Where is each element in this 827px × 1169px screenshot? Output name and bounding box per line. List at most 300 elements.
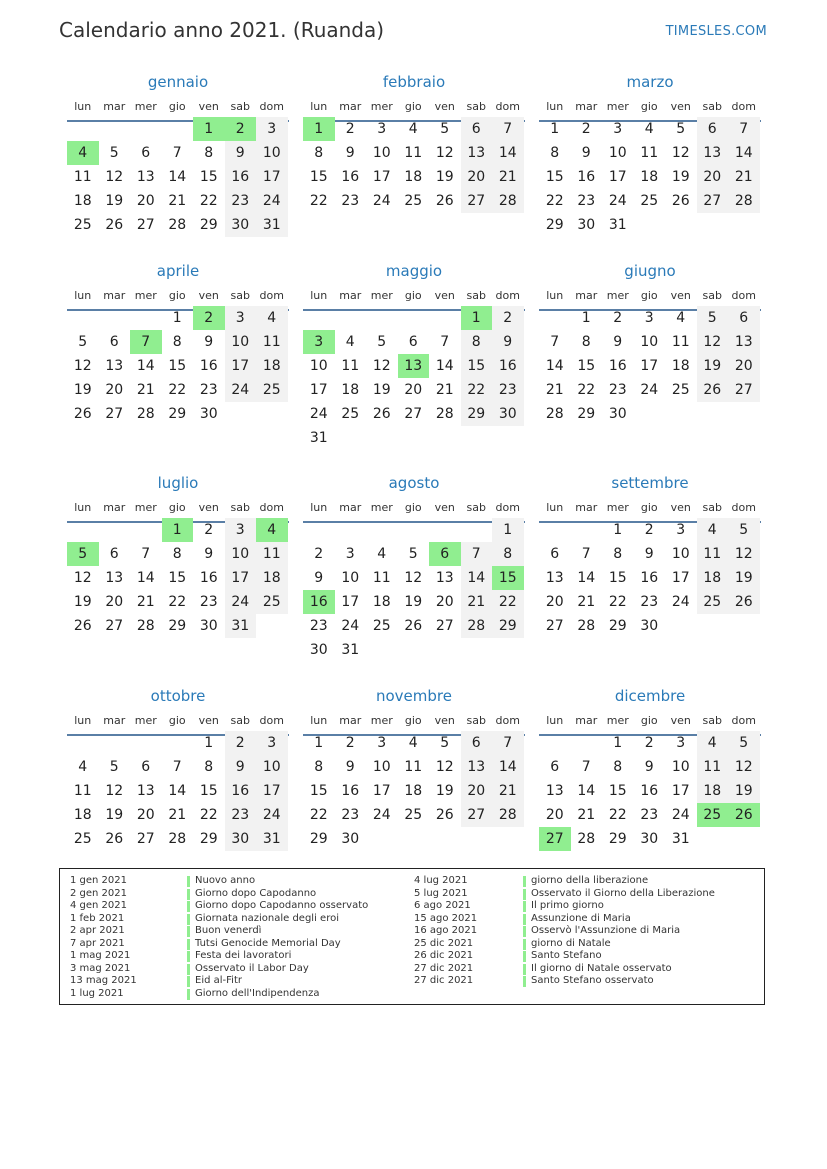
day-cell: 25 bbox=[73, 217, 92, 233]
weekday-label: lun bbox=[310, 714, 328, 727]
day-cell: 28 bbox=[435, 406, 454, 422]
day-cell: 15 bbox=[608, 783, 627, 799]
month-luglio bbox=[67, 474, 289, 674]
day-cell: 5 bbox=[377, 334, 387, 350]
day-cell: 22 bbox=[492, 590, 524, 614]
day-cell: 14 bbox=[545, 358, 564, 374]
day-cell: 9 bbox=[314, 570, 324, 586]
day-cell: 13 bbox=[105, 570, 124, 586]
holiday-day-cell: 16 bbox=[303, 590, 335, 614]
day-cell: 30 bbox=[640, 831, 659, 847]
day-cell: 9 bbox=[644, 546, 654, 562]
day-cell: 2 bbox=[492, 306, 524, 330]
day-cell: 5 bbox=[440, 735, 450, 751]
month-name: luglio bbox=[157, 474, 199, 492]
legend-date: 15 ago 2021 bbox=[414, 912, 478, 924]
holiday-day-cell: 26 bbox=[728, 803, 760, 827]
day-cell: 19 bbox=[728, 779, 760, 803]
holiday-day-cell: 1 bbox=[303, 117, 335, 141]
legend-holiday-name: Giornata nazionale degli eroi bbox=[195, 912, 339, 924]
weekday-label: mer bbox=[370, 100, 393, 113]
month-name: febbraio bbox=[382, 73, 446, 91]
holiday-marker bbox=[187, 901, 190, 912]
day-cell: 4 bbox=[676, 310, 686, 326]
day-cell: 29 bbox=[309, 831, 328, 847]
day-cell: 10 bbox=[372, 145, 391, 161]
day-cell: 10 bbox=[341, 570, 360, 586]
day-cell: 12 bbox=[73, 358, 92, 374]
holiday-day-cell: 3 bbox=[303, 330, 335, 354]
day-cell: 24 bbox=[671, 807, 690, 823]
day-cell: 7 bbox=[141, 546, 151, 562]
day-cell: 10 bbox=[608, 145, 627, 161]
day-cell: 3 bbox=[225, 306, 257, 330]
weekday-label: sab bbox=[466, 100, 486, 113]
day-cell: 22 bbox=[545, 193, 564, 209]
legend-date: 13 mag 2021 bbox=[70, 975, 137, 986]
day-cell: 10 bbox=[671, 546, 690, 562]
month-febbraio bbox=[303, 73, 525, 273]
day-cell: 2 bbox=[613, 310, 623, 326]
day-cell: 15 bbox=[608, 570, 627, 586]
weekday-label: ven bbox=[670, 289, 691, 302]
day-cell: 16 bbox=[199, 570, 218, 586]
holiday-legend bbox=[59, 868, 765, 1005]
weekday-label: sab bbox=[702, 289, 722, 302]
day-cell: 20 bbox=[461, 165, 493, 189]
day-cell: 11 bbox=[404, 145, 423, 161]
day-cell: 26 bbox=[73, 406, 92, 422]
day-cell: 22 bbox=[199, 193, 218, 209]
weekday-label: mar bbox=[575, 289, 598, 302]
day-cell: 14 bbox=[492, 755, 524, 779]
day-cell: 17 bbox=[372, 783, 391, 799]
day-cell: 12 bbox=[73, 570, 92, 586]
day-cell: 30 bbox=[225, 213, 257, 237]
day-cell: 17 bbox=[608, 169, 627, 185]
day-cell: 1 bbox=[581, 310, 591, 326]
day-cell: 18 bbox=[73, 193, 92, 209]
day-cell: 7 bbox=[550, 334, 560, 350]
month-maggio bbox=[303, 262, 525, 462]
day-cell: 21 bbox=[492, 779, 524, 803]
day-cell: 25 bbox=[640, 193, 659, 209]
day-cell: 4 bbox=[697, 518, 729, 542]
day-cell: 25 bbox=[73, 831, 92, 847]
legend-date: 25 dic 2021 bbox=[414, 937, 474, 949]
day-cell: 3 bbox=[256, 117, 288, 141]
day-cell: 2 bbox=[345, 121, 355, 137]
day-cell: 8 bbox=[581, 334, 591, 350]
day-cell: 13 bbox=[105, 358, 124, 374]
weekday-label: mar bbox=[103, 289, 126, 302]
weekday-label: gio bbox=[640, 100, 658, 113]
day-cell: 14 bbox=[136, 570, 155, 586]
day-cell: 11 bbox=[73, 169, 92, 185]
holiday-marker bbox=[187, 889, 190, 900]
day-cell: 16 bbox=[640, 783, 659, 799]
day-cell: 19 bbox=[372, 382, 391, 398]
day-cell: 7 bbox=[581, 759, 591, 775]
weekday-label: sab bbox=[466, 501, 486, 514]
weekday-label: gio bbox=[168, 100, 186, 113]
day-cell: 21 bbox=[461, 590, 493, 614]
day-cell: 20 bbox=[461, 779, 493, 803]
weekday-label: mar bbox=[103, 100, 126, 113]
day-cell: 14 bbox=[577, 783, 596, 799]
day-cell: 20 bbox=[136, 193, 155, 209]
day-cell: 9 bbox=[345, 145, 355, 161]
day-cell: 31 bbox=[225, 614, 257, 638]
legend-holiday-name: Eid al-Fitr bbox=[195, 975, 242, 986]
day-cell: 21 bbox=[728, 165, 760, 189]
day-cell: 16 bbox=[225, 165, 257, 189]
day-cell: 17 bbox=[256, 779, 288, 803]
weekday-label: dom bbox=[259, 289, 284, 302]
day-cell: 5 bbox=[697, 306, 729, 330]
day-cell: 27 bbox=[728, 378, 760, 402]
day-cell: 31 bbox=[608, 217, 627, 233]
day-cell: 28 bbox=[492, 189, 524, 213]
day-cell: 17 bbox=[225, 354, 257, 378]
weekday-label: gio bbox=[404, 289, 422, 302]
day-cell: 14 bbox=[435, 358, 454, 374]
day-cell: 16 bbox=[341, 783, 360, 799]
day-cell: 21 bbox=[168, 807, 187, 823]
day-cell: 13 bbox=[461, 755, 493, 779]
legend-date: 3 mag 2021 bbox=[70, 962, 131, 974]
weekday-label: mar bbox=[339, 714, 362, 727]
day-cell: 6 bbox=[109, 546, 119, 562]
legend-holiday-name: giorno di Natale bbox=[531, 937, 611, 949]
day-cell: 13 bbox=[435, 570, 454, 586]
legend-holiday-name: Osservò l'Assunzione di Maria bbox=[531, 925, 681, 936]
legend-holiday-name: Giorno dopo Capodanno bbox=[195, 887, 317, 899]
day-cell: 24 bbox=[608, 193, 627, 209]
day-cell: 14 bbox=[168, 169, 187, 185]
day-cell: 2 bbox=[644, 522, 654, 538]
day-cell: 12 bbox=[105, 783, 124, 799]
legend-date: 1 gen 2021 bbox=[70, 875, 128, 886]
day-cell: 9 bbox=[225, 755, 257, 779]
day-cell: 6 bbox=[109, 334, 119, 350]
day-cell: 8 bbox=[172, 334, 182, 350]
day-cell: 20 bbox=[435, 594, 454, 610]
day-cell: 29 bbox=[168, 618, 187, 634]
weekday-label: lun bbox=[546, 501, 564, 514]
day-cell: 3 bbox=[345, 546, 355, 562]
day-cell: 23 bbox=[640, 807, 659, 823]
brand-link[interactable]: TIMESLES.COM bbox=[665, 24, 767, 39]
legend-date: 7 apr 2021 bbox=[70, 937, 125, 949]
day-cell: 22 bbox=[608, 594, 627, 610]
weekday-label: lun bbox=[546, 100, 564, 113]
month-name: ottobre bbox=[150, 687, 206, 705]
day-cell: 30 bbox=[492, 402, 524, 426]
day-cell: 7 bbox=[728, 117, 760, 141]
day-cell: 28 bbox=[168, 831, 187, 847]
day-cell: 18 bbox=[256, 566, 288, 590]
day-cell: 24 bbox=[372, 193, 391, 209]
weekday-label: dom bbox=[259, 100, 284, 113]
legend-date: 6 ago 2021 bbox=[414, 900, 471, 911]
weekday-label: lun bbox=[546, 714, 564, 727]
day-cell: 8 bbox=[204, 759, 214, 775]
day-cell: 16 bbox=[492, 354, 524, 378]
day-cell: 15 bbox=[168, 570, 187, 586]
day-cell: 20 bbox=[136, 807, 155, 823]
day-cell: 8 bbox=[314, 145, 324, 161]
day-cell: 11 bbox=[671, 334, 690, 350]
day-cell: 22 bbox=[309, 193, 328, 209]
weekday-label: gio bbox=[168, 289, 186, 302]
day-cell: 5 bbox=[408, 546, 418, 562]
weekday-label: mar bbox=[575, 714, 598, 727]
day-cell: 10 bbox=[225, 542, 257, 566]
legend-date: 2 apr 2021 bbox=[70, 925, 125, 936]
weekday-label: gio bbox=[640, 714, 658, 727]
day-cell: 28 bbox=[492, 803, 524, 827]
day-cell: 17 bbox=[225, 566, 257, 590]
day-cell: 19 bbox=[671, 169, 690, 185]
day-cell: 24 bbox=[225, 590, 257, 614]
day-cell: 8 bbox=[492, 542, 524, 566]
day-cell: 8 bbox=[172, 546, 182, 562]
day-cell: 14 bbox=[492, 141, 524, 165]
legend-holiday-name: Osservato il Labor Day bbox=[195, 962, 309, 974]
day-cell: 24 bbox=[341, 618, 360, 634]
day-cell: 10 bbox=[640, 334, 659, 350]
day-cell: 16 bbox=[199, 358, 218, 374]
day-cell: 6 bbox=[697, 117, 729, 141]
day-cell: 18 bbox=[372, 594, 391, 610]
day-cell: 26 bbox=[435, 193, 454, 209]
weekday-label: mer bbox=[606, 714, 629, 727]
month-name: giugno bbox=[624, 262, 676, 280]
day-cell: 30 bbox=[640, 618, 659, 634]
day-cell: 3 bbox=[613, 121, 623, 137]
day-cell: 4 bbox=[408, 735, 418, 751]
weekday-label: mar bbox=[575, 501, 598, 514]
day-cell: 26 bbox=[404, 618, 423, 634]
day-cell: 3 bbox=[377, 735, 387, 751]
day-cell: 20 bbox=[545, 594, 564, 610]
month-settembre bbox=[539, 474, 761, 674]
day-cell: 15 bbox=[309, 783, 328, 799]
month-name: aprile bbox=[156, 262, 200, 280]
day-cell: 19 bbox=[697, 354, 729, 378]
day-cell: 15 bbox=[545, 169, 564, 185]
day-cell: 31 bbox=[256, 213, 288, 237]
day-cell: 1 bbox=[550, 121, 560, 137]
day-cell: 17 bbox=[372, 169, 391, 185]
day-cell: 28 bbox=[136, 406, 155, 422]
day-cell: 11 bbox=[256, 542, 288, 566]
day-cell: 12 bbox=[435, 759, 454, 775]
holiday-marker bbox=[523, 926, 526, 937]
holiday-day-cell: 1 bbox=[193, 117, 225, 141]
day-cell: 26 bbox=[671, 193, 690, 209]
holiday-marker bbox=[523, 889, 526, 900]
day-cell: 15 bbox=[461, 354, 493, 378]
day-cell: 25 bbox=[341, 406, 360, 422]
day-cell: 3 bbox=[256, 731, 288, 755]
day-cell: 4 bbox=[697, 731, 729, 755]
day-cell: 5 bbox=[728, 731, 760, 755]
weekday-label: gio bbox=[404, 714, 422, 727]
day-cell: 20 bbox=[404, 382, 423, 398]
weekday-label: mer bbox=[606, 501, 629, 514]
day-cell: 11 bbox=[697, 542, 729, 566]
day-cell: 22 bbox=[199, 807, 218, 823]
legend-date: 5 lug 2021 bbox=[414, 887, 468, 899]
day-cell: 12 bbox=[697, 330, 729, 354]
day-cell: 21 bbox=[577, 594, 596, 610]
day-cell: 5 bbox=[676, 121, 686, 137]
weekday-label: lun bbox=[310, 501, 328, 514]
day-cell: 27 bbox=[545, 618, 564, 634]
holiday-marker bbox=[187, 989, 190, 1000]
day-cell: 23 bbox=[492, 378, 524, 402]
weekday-label: mar bbox=[103, 714, 126, 727]
day-cell: 14 bbox=[168, 783, 187, 799]
day-cell: 22 bbox=[168, 594, 187, 610]
day-cell: 26 bbox=[697, 378, 729, 402]
day-cell: 30 bbox=[608, 406, 627, 422]
day-cell: 31 bbox=[671, 831, 690, 847]
day-cell: 8 bbox=[550, 145, 560, 161]
day-cell: 14 bbox=[136, 358, 155, 374]
weekday-label: sab bbox=[466, 289, 486, 302]
day-cell: 27 bbox=[461, 189, 493, 213]
day-cell: 30 bbox=[577, 217, 596, 233]
day-cell: 26 bbox=[73, 618, 92, 634]
day-cell: 12 bbox=[671, 145, 690, 161]
weekday-label: sab bbox=[230, 289, 250, 302]
day-cell: 3 bbox=[676, 735, 686, 751]
month-aprile bbox=[67, 262, 289, 462]
day-cell: 17 bbox=[256, 165, 288, 189]
legend-date: 1 mag 2021 bbox=[70, 950, 131, 961]
day-cell: 12 bbox=[404, 570, 423, 586]
weekday-label: lun bbox=[310, 100, 328, 113]
day-cell: 15 bbox=[309, 169, 328, 185]
day-cell: 19 bbox=[435, 169, 454, 185]
day-cell: 30 bbox=[199, 406, 218, 422]
holiday-marker bbox=[187, 926, 190, 937]
month-dicembre bbox=[539, 687, 761, 887]
holiday-day-cell: 25 bbox=[697, 803, 729, 827]
day-cell: 1 bbox=[172, 310, 182, 326]
day-cell: 19 bbox=[728, 566, 760, 590]
day-cell: 29 bbox=[199, 217, 218, 233]
day-cell: 13 bbox=[136, 783, 155, 799]
day-cell: 24 bbox=[256, 189, 288, 213]
holiday-day-cell: 7 bbox=[130, 330, 162, 354]
day-cell: 20 bbox=[545, 807, 564, 823]
day-cell: 25 bbox=[404, 193, 423, 209]
day-cell: 22 bbox=[608, 807, 627, 823]
day-cell: 16 bbox=[577, 169, 596, 185]
day-cell: 7 bbox=[172, 145, 182, 161]
day-cell: 30 bbox=[341, 831, 360, 847]
day-cell: 4 bbox=[377, 546, 387, 562]
day-cell: 9 bbox=[613, 334, 623, 350]
legend-holiday-name: Tutsi Genocide Memorial Day bbox=[195, 937, 341, 949]
day-cell: 10 bbox=[256, 141, 288, 165]
month-name: marzo bbox=[626, 73, 674, 91]
day-cell: 2 bbox=[225, 731, 257, 755]
day-cell: 15 bbox=[577, 358, 596, 374]
holiday-marker bbox=[187, 976, 190, 987]
day-cell: 27 bbox=[136, 217, 155, 233]
day-cell: 14 bbox=[728, 141, 760, 165]
day-cell: 8 bbox=[613, 546, 623, 562]
day-cell: 5 bbox=[78, 334, 88, 350]
day-cell: 22 bbox=[168, 382, 187, 398]
day-cell: 19 bbox=[73, 594, 92, 610]
legend-holiday-name: Giorno dell'Indipendenza bbox=[195, 987, 320, 999]
weekday-label: ven bbox=[434, 501, 455, 514]
day-cell: 29 bbox=[545, 217, 564, 233]
day-cell: 6 bbox=[141, 145, 151, 161]
day-cell: 24 bbox=[671, 594, 690, 610]
legend-holiday-name: Il giorno di Natale osservato bbox=[531, 962, 672, 974]
weekday-label: ven bbox=[198, 501, 219, 514]
legend-holiday-name: Santo Stefano bbox=[531, 950, 602, 961]
weekday-label: gio bbox=[640, 501, 658, 514]
day-cell: 10 bbox=[225, 330, 257, 354]
weekday-label: mer bbox=[134, 289, 157, 302]
day-cell: 8 bbox=[461, 330, 493, 354]
day-cell: 23 bbox=[309, 618, 328, 634]
month-novembre bbox=[303, 687, 525, 887]
day-cell: 28 bbox=[728, 189, 760, 213]
day-cell: 11 bbox=[697, 755, 729, 779]
day-cell: 23 bbox=[341, 193, 360, 209]
day-cell: 6 bbox=[408, 334, 418, 350]
day-cell: 29 bbox=[199, 831, 218, 847]
weekday-label: gio bbox=[404, 501, 422, 514]
day-cell: 11 bbox=[73, 783, 92, 799]
day-cell: 9 bbox=[345, 759, 355, 775]
weekday-label: dom bbox=[495, 100, 520, 113]
day-cell: 25 bbox=[372, 618, 391, 634]
day-cell: 5 bbox=[109, 759, 119, 775]
day-cell: 25 bbox=[697, 590, 729, 614]
holiday-marker bbox=[523, 964, 526, 975]
day-cell: 18 bbox=[404, 783, 423, 799]
weekday-label: mar bbox=[339, 501, 362, 514]
day-cell: 6 bbox=[461, 117, 493, 141]
month-ottobre bbox=[67, 687, 289, 887]
day-cell: 4 bbox=[408, 121, 418, 137]
day-cell: 26 bbox=[105, 217, 124, 233]
day-cell: 12 bbox=[728, 755, 760, 779]
day-cell: 27 bbox=[404, 406, 423, 422]
weekday-label: lun bbox=[74, 289, 92, 302]
weekday-label: mer bbox=[370, 289, 393, 302]
day-cell: 13 bbox=[136, 169, 155, 185]
day-cell: 21 bbox=[492, 165, 524, 189]
day-cell: 16 bbox=[608, 358, 627, 374]
weekday-label: ven bbox=[670, 714, 691, 727]
day-cell: 18 bbox=[256, 354, 288, 378]
legend-holiday-name: giorno della liberazione bbox=[531, 875, 649, 886]
day-cell: 11 bbox=[640, 145, 659, 161]
day-cell: 20 bbox=[728, 354, 760, 378]
day-cell: 19 bbox=[73, 382, 92, 398]
